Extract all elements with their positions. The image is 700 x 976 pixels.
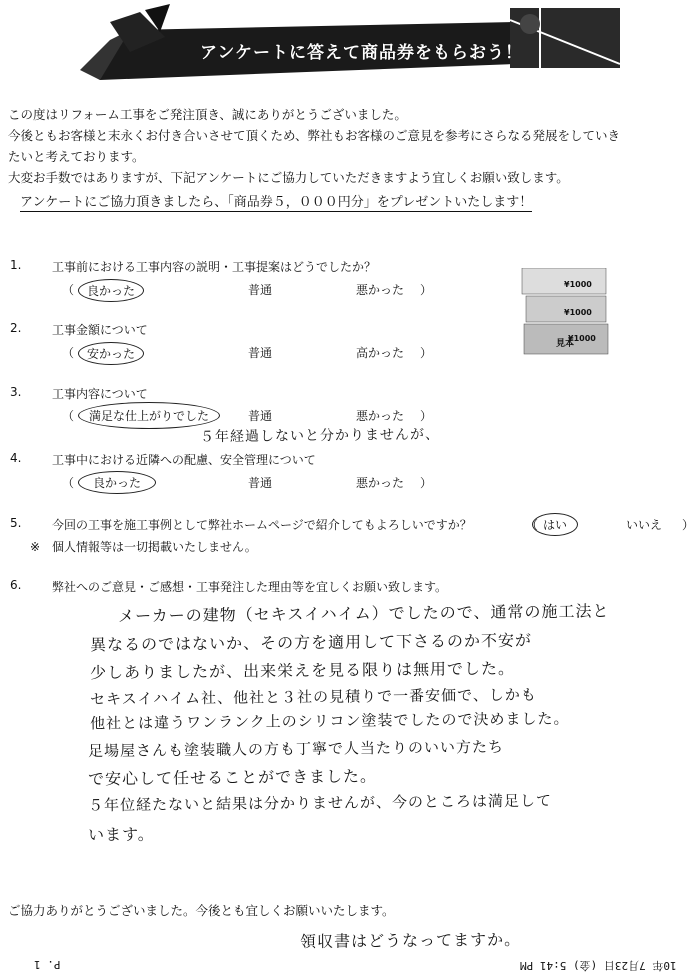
answer-option[interactable]: 普通 xyxy=(248,476,273,490)
handwritten-comment-line: 足場屋さんも塗装職人の方も丁寧で人当たりのいい方たち xyxy=(87,737,505,761)
paren-open: （ xyxy=(62,409,75,423)
paren-close: ） xyxy=(420,476,433,490)
handwritten-comment-line: メーカーの建物（セキスイハイム）でしたので、通常の施工法と xyxy=(117,601,610,626)
paren-open: （ xyxy=(62,476,75,490)
promo-text: アンケートにご協力頂きましたら、「商品券５，０００円分」をプレゼントいたします！ xyxy=(20,191,532,212)
handwritten-comment-line: ５年位経たないと結果は分かりませんが、今のところは満足して xyxy=(87,791,553,815)
header-banner xyxy=(70,2,630,82)
handwritten-comment-line: で安心して任せることができました。 xyxy=(87,766,378,789)
answer-option[interactable]: 悪かった xyxy=(356,476,405,490)
fax-stamp: 10年 7月23日 (金) 5:41 PM xyxy=(520,959,677,972)
question-text: 工事金額について xyxy=(52,323,148,337)
privacy-note: ※ 個人情報等は一切掲載いたしません。 xyxy=(30,540,257,554)
voucher-amount: ¥1000 xyxy=(568,334,596,343)
answer-option-selected[interactable]: 良かった xyxy=(78,279,144,302)
question-text: 工事内容について xyxy=(52,387,148,401)
answer-option[interactable]: 悪かった xyxy=(356,409,405,423)
question-text: 弊社へのご意見・ご感想・工事発注した理由等を宜しくお願い致します。 xyxy=(52,580,448,594)
question-text: 今回の工事を施工事例として弊社ホームページで紹介してもよろしいですか？ xyxy=(52,518,472,532)
answer-option[interactable]: 普通 xyxy=(248,283,273,297)
question-text: 工事前における工事内容の説明・工事提案はどうでしたか？ xyxy=(52,260,377,274)
handwritten-comment-line: 他社とは違うワンランク上のシリコン塗装でしたので決めました。 xyxy=(89,709,570,733)
handwritten-comment-line: 異なるのではないか、その方を適用して下さるのか不安が xyxy=(89,630,533,655)
banner-title: アンケートに答えて商品券をもらおう！ xyxy=(200,43,523,63)
paren-close: ） xyxy=(420,283,433,297)
handwritten-footer-note: 領収書はどうなってますか。 xyxy=(299,929,522,952)
intro-line: この度はリフォーム工事をご発注頂き、誠にありがとうございました。 xyxy=(8,107,407,122)
answer-option[interactable]: 悪かった xyxy=(356,283,405,297)
answer-option-selected[interactable]: 安かった xyxy=(78,342,144,365)
paren-open: （ xyxy=(62,283,75,297)
intro-line: たいと考えております。 xyxy=(8,149,145,164)
handwritten-comment-line: います。 xyxy=(87,824,155,845)
question-number: 6. xyxy=(10,578,22,592)
answer-option-selected[interactable]: 良かった xyxy=(78,471,156,494)
intro-line: 今後ともお客様と末永くお付き合いさせて頂くため、弊社もお客様のご意見を参考にさらなる発展をしていき xyxy=(8,128,621,143)
answer-option[interactable]: 普通 xyxy=(248,346,273,360)
voucher-amount: ¥1000 xyxy=(564,308,592,317)
paren-open: （ xyxy=(62,346,75,360)
voucher-label: 見本 xyxy=(556,339,575,349)
paren-close: ） xyxy=(420,409,433,423)
handwritten-answer-note: ５年経過しないと分かりませんが、 xyxy=(199,426,441,446)
paren-close: ） xyxy=(682,518,695,532)
intro-text xyxy=(8,104,620,188)
paren-close: ） xyxy=(420,346,433,360)
answer-option[interactable]: いいえ xyxy=(626,518,663,532)
handwritten-comment-line: セキスイハイム社、他社と３社の見積りで一番安価で、しかも xyxy=(89,685,537,709)
paren-open: （ xyxy=(526,518,539,532)
handwritten-comment-line: 少しありましたが、出来栄えを見る限りは無用でした。 xyxy=(89,658,516,683)
question-number: 1. xyxy=(10,258,22,272)
question-text: 工事中における近隣への配慮、安全管理について xyxy=(52,453,316,467)
voucher-amount: ¥1000 xyxy=(564,280,592,289)
fax-page-number: P. 1 xyxy=(34,958,61,971)
answer-option[interactable]: 高かった xyxy=(356,346,405,360)
intro-line: 大変お手数ではありますが、下記アンケートにご協力していただきますよう宜しくお願い致します。 xyxy=(8,170,569,185)
question-number: 2. xyxy=(10,321,22,335)
question-number: 3. xyxy=(10,385,22,399)
answer-option-selected[interactable]: はい xyxy=(532,513,578,536)
closing-thanks: ご協力ありがとうございました。今後とも宜しくお願いいたします。 xyxy=(8,903,395,918)
question-number: 4. xyxy=(10,451,22,465)
answer-option-selected[interactable]: 満足な仕上がりでした xyxy=(78,402,220,429)
answer-option[interactable]: 普通 xyxy=(248,409,273,423)
question-number: 5. xyxy=(10,516,22,530)
